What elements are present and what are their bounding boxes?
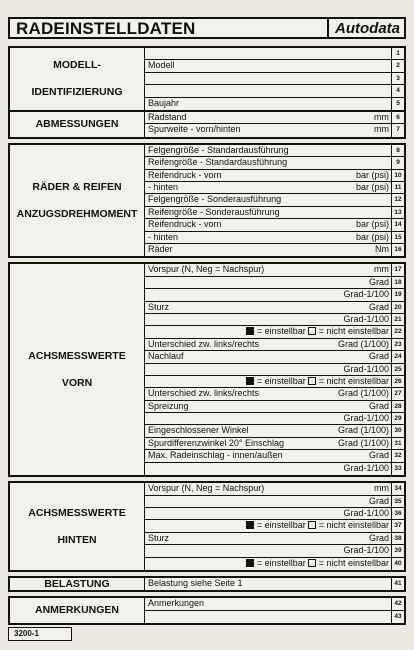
form-row[interactable] bbox=[144, 277, 392, 289]
row-label: Modell bbox=[148, 60, 175, 71]
row-number: 24 bbox=[392, 351, 404, 363]
form-row[interactable] bbox=[144, 219, 392, 231]
form-row[interactable] bbox=[144, 483, 392, 495]
row-unit: Grad bbox=[368, 400, 389, 411]
row-number: 29 bbox=[392, 413, 404, 425]
row-number: 6 bbox=[392, 112, 404, 124]
row-unit: Grad bbox=[368, 301, 389, 312]
section-label bbox=[10, 145, 145, 257]
form-row[interactable] bbox=[144, 351, 392, 363]
form-row[interactable] bbox=[144, 463, 392, 475]
section-5 bbox=[8, 576, 406, 592]
form-row[interactable] bbox=[144, 145, 392, 157]
section-label bbox=[10, 483, 145, 570]
row-label: Anmerkungen bbox=[148, 598, 205, 609]
adjustable-text: = einstellbar bbox=[254, 375, 309, 386]
section-label-line: IDENTIFIZIERUNG bbox=[31, 86, 123, 98]
row-number: 36 bbox=[392, 508, 404, 520]
row-number: 37 bbox=[392, 520, 404, 532]
row-unit: Grad-1/100 bbox=[343, 313, 389, 324]
row-number: 5 bbox=[396, 99, 400, 107]
form-row[interactable] bbox=[144, 302, 392, 314]
row-label: Unterschied zw. links/rechts bbox=[148, 388, 260, 399]
row-label: Felgengröße - Standardausführung bbox=[148, 144, 289, 155]
brand-logo: Autodata bbox=[327, 19, 400, 38]
form-row[interactable] bbox=[144, 339, 392, 351]
form-row[interactable] bbox=[144, 545, 392, 557]
row-label: Vorspur (N, Neg = Nachspur) bbox=[148, 483, 265, 494]
row-unit: mm bbox=[374, 112, 389, 122]
form-row[interactable] bbox=[144, 85, 392, 97]
row-number: 12 bbox=[392, 194, 404, 206]
form-row[interactable] bbox=[144, 157, 392, 169]
form-row[interactable] bbox=[144, 413, 392, 425]
form-row[interactable] bbox=[144, 60, 392, 72]
row-number: 30 bbox=[392, 425, 404, 437]
form-row[interactable] bbox=[144, 124, 392, 136]
section-label bbox=[10, 578, 145, 590]
row-number: 32 bbox=[392, 450, 404, 462]
form-row[interactable] bbox=[144, 520, 392, 532]
form-row[interactable] bbox=[144, 98, 392, 110]
adjustable-text: = einstellbar bbox=[254, 520, 309, 531]
row-label: Spurdifferenzwinkel 20° Einschlag bbox=[148, 437, 285, 448]
row-number: 21 bbox=[392, 314, 404, 326]
form-row[interactable] bbox=[144, 314, 392, 326]
form-row[interactable] bbox=[144, 401, 392, 413]
adjustable-legend bbox=[246, 558, 389, 569]
row-label: Spreizung bbox=[148, 400, 189, 411]
row-label: Nachlauf bbox=[148, 351, 184, 362]
form-row[interactable] bbox=[144, 232, 392, 244]
section-label-line: HINTEN bbox=[57, 533, 97, 546]
section-label bbox=[10, 598, 145, 623]
row-number: 22 bbox=[392, 326, 404, 338]
form-row[interactable] bbox=[144, 388, 392, 400]
empty-box-icon bbox=[308, 377, 316, 385]
row-label: Vorspur (N, Neg = Nachspur) bbox=[148, 264, 265, 275]
section-label bbox=[10, 264, 145, 475]
form-row[interactable] bbox=[144, 289, 392, 301]
section-4 bbox=[8, 481, 406, 572]
section-label-line: ANMERKUNGEN bbox=[35, 604, 119, 617]
form-row[interactable] bbox=[144, 508, 392, 520]
form-row[interactable] bbox=[144, 611, 392, 623]
section-1 bbox=[8, 110, 406, 139]
row-unit: Grad bbox=[368, 351, 389, 362]
form-row[interactable] bbox=[144, 598, 392, 610]
row-unit: mm bbox=[374, 264, 389, 275]
form-row[interactable] bbox=[144, 438, 392, 450]
row-number: 25 bbox=[392, 364, 404, 376]
not-adjustable-text: = nicht einstellbar bbox=[316, 557, 389, 568]
row-unit: Grad-1/100 bbox=[343, 289, 389, 300]
row-label: Reifengröße - Standardausführung bbox=[148, 157, 288, 168]
form-row[interactable] bbox=[144, 48, 392, 60]
row-number: 11 bbox=[392, 182, 404, 194]
row-number: 35 bbox=[392, 496, 404, 508]
form-row[interactable] bbox=[144, 578, 392, 590]
section-3 bbox=[8, 262, 406, 477]
row-number: 14 bbox=[392, 219, 404, 231]
row-number: 19 bbox=[392, 289, 404, 301]
form-row[interactable] bbox=[144, 450, 392, 462]
row-label: - hinten bbox=[148, 181, 179, 192]
row-number: 41 bbox=[394, 580, 402, 587]
row-number: 9 bbox=[392, 157, 404, 169]
section-label-line: ACHSMESSWERTE bbox=[28, 506, 126, 519]
row-label: Spurweite - vorn/hinten bbox=[148, 124, 241, 135]
row-unit: bar (psi) bbox=[355, 169, 389, 180]
row-label: Sturz bbox=[148, 301, 170, 312]
row-label: Belastung siehe Seite 1 bbox=[148, 578, 243, 588]
page-header bbox=[8, 17, 406, 39]
row-unit: bar (psi) bbox=[355, 231, 389, 242]
row-unit: mm bbox=[374, 483, 389, 494]
row-number: 16 bbox=[394, 245, 402, 253]
row-unit: Grad (1/100) bbox=[337, 437, 389, 448]
form-row[interactable] bbox=[144, 326, 392, 338]
row-number: 20 bbox=[392, 302, 404, 314]
row-label: Radstand bbox=[148, 112, 187, 122]
form-row[interactable] bbox=[144, 533, 392, 545]
row-unit: Grad (1/100) bbox=[337, 388, 389, 399]
row-unit: Nm bbox=[375, 243, 389, 254]
section-0 bbox=[8, 46, 406, 112]
row-number: 39 bbox=[392, 545, 404, 557]
row-unit: Grad-1/100 bbox=[343, 363, 389, 374]
row-number: 33 bbox=[394, 464, 402, 472]
section-label-line: ACHSMESSWERTE bbox=[28, 349, 126, 362]
row-number: 28 bbox=[392, 401, 404, 413]
row-number: 17 bbox=[392, 264, 404, 276]
row-number: 23 bbox=[392, 339, 404, 351]
row-unit: Grad-1/100 bbox=[343, 507, 389, 518]
section-2 bbox=[8, 143, 406, 259]
row-unit: Grad (1/100) bbox=[337, 338, 389, 349]
row-unit: mm bbox=[374, 124, 389, 135]
row-label: Reifendruck - vorn bbox=[148, 169, 222, 180]
row-number: 42 bbox=[392, 598, 404, 610]
adjustable-legend bbox=[246, 376, 389, 387]
row-label: Unterschied zw. links/rechts bbox=[148, 338, 260, 349]
row-number: 2 bbox=[392, 60, 404, 72]
section-label-line: ABMESSUNGEN bbox=[35, 117, 119, 130]
section-label bbox=[10, 48, 145, 110]
adjustable-legend bbox=[246, 326, 389, 337]
adjustable-text: = einstellbar bbox=[254, 326, 309, 337]
not-adjustable-text: = nicht einstellbar bbox=[316, 326, 389, 337]
adjustable-legend bbox=[246, 520, 389, 531]
form-row[interactable] bbox=[144, 376, 392, 388]
row-unit: bar (psi) bbox=[355, 181, 389, 192]
row-number: 4 bbox=[392, 85, 404, 97]
form-row[interactable] bbox=[144, 194, 392, 206]
section-6 bbox=[8, 596, 406, 625]
section-label bbox=[10, 112, 145, 137]
row-unit: Grad-1/100 bbox=[343, 545, 389, 556]
page-title: RADEINSTELLDATEN bbox=[16, 19, 196, 38]
row-label: Sturz bbox=[148, 532, 170, 543]
form-row[interactable] bbox=[144, 170, 392, 182]
row-unit: Grad-1/100 bbox=[343, 413, 389, 424]
not-adjustable-text: = nicht einstellbar bbox=[316, 520, 389, 531]
row-unit: Grad (1/100) bbox=[337, 425, 389, 436]
row-unit: Grad-1/100 bbox=[343, 462, 389, 473]
row-number: 1 bbox=[392, 48, 404, 60]
row-label: Reifengröße - Sonderausführung bbox=[148, 206, 280, 217]
row-label: Eingeschlossener Winkel bbox=[148, 425, 249, 436]
form-row[interactable] bbox=[144, 112, 392, 124]
row-number: 18 bbox=[392, 277, 404, 289]
row-label: Felgengröße - Sonderausführung bbox=[148, 194, 282, 205]
row-number: 40 bbox=[394, 559, 402, 567]
row-number: 13 bbox=[392, 207, 404, 219]
row-number: 15 bbox=[392, 232, 404, 244]
row-number: 31 bbox=[392, 438, 404, 450]
row-unit: Grad bbox=[368, 276, 389, 287]
row-label: - hinten bbox=[148, 231, 179, 242]
form-row[interactable] bbox=[144, 182, 392, 194]
form-row[interactable] bbox=[144, 244, 392, 256]
row-label: Räder bbox=[148, 243, 173, 254]
row-number: 26 bbox=[392, 376, 404, 388]
form-row[interactable] bbox=[144, 496, 392, 508]
row-unit: Grad bbox=[368, 450, 389, 461]
section-label-line: MODELL- bbox=[53, 59, 101, 71]
empty-box-icon bbox=[308, 521, 316, 529]
row-unit: bar (psi) bbox=[355, 219, 389, 230]
section-label-line: ANZUGSDREHMOMENT bbox=[16, 207, 138, 220]
form-row[interactable] bbox=[144, 73, 392, 85]
form-code: 3200-1 bbox=[8, 627, 72, 641]
adjustable-text: = einstellbar bbox=[254, 557, 309, 568]
empty-box-icon bbox=[308, 327, 316, 335]
row-number: 27 bbox=[392, 388, 404, 400]
row-label: Max. Radeinschlag - innen/außen bbox=[148, 450, 283, 461]
row-unit: Grad bbox=[368, 532, 389, 543]
row-number: 34 bbox=[392, 483, 404, 495]
row-unit: Grad bbox=[368, 495, 389, 506]
form-row[interactable] bbox=[144, 264, 392, 276]
row-number: 10 bbox=[392, 170, 404, 182]
row-number: 3 bbox=[392, 73, 404, 85]
row-label: Baujahr bbox=[148, 97, 180, 108]
section-label-line: RÄDER & REIFEN bbox=[32, 180, 122, 193]
row-number: 7 bbox=[396, 126, 400, 134]
section-label-line: BELASTUNG bbox=[44, 577, 110, 590]
form-row[interactable] bbox=[144, 558, 392, 570]
form-row[interactable] bbox=[144, 364, 392, 376]
not-adjustable-text: = nicht einstellbar bbox=[316, 375, 389, 386]
row-number: 38 bbox=[392, 533, 404, 545]
section-label-line: VORN bbox=[61, 376, 93, 389]
row-label: Reifendruck - vorn bbox=[148, 219, 222, 230]
empty-box-icon bbox=[308, 559, 316, 567]
form-row[interactable] bbox=[144, 207, 392, 219]
form-row[interactable] bbox=[144, 425, 392, 437]
row-number: 8 bbox=[392, 145, 404, 157]
row-number: 43 bbox=[394, 612, 402, 620]
